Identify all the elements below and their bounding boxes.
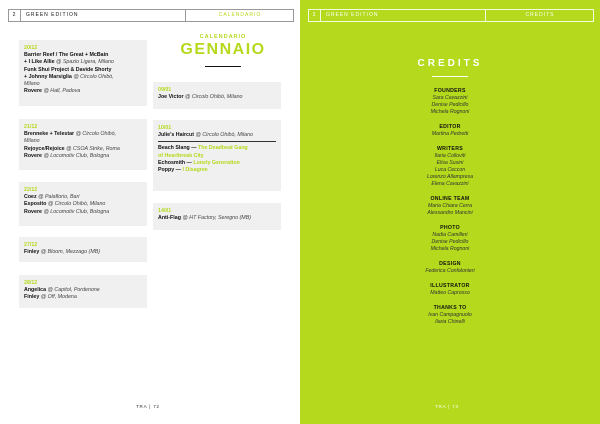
credits-rule: [432, 76, 468, 77]
event-artist: Rovere: [24, 88, 42, 95]
release-artist: Echosmith —: [158, 159, 194, 166]
event-venue: @ Circolo Ohibò, Milano: [183, 94, 243, 101]
page-number: 2: [9, 10, 21, 21]
credit-group: [300, 304, 600, 326]
edition-label: GREEN EDITION: [26, 12, 79, 18]
calendar-title: [153, 34, 293, 67]
event-artist: Joe Victor: [158, 94, 184, 101]
event-venue: @ Locomotiv Club, Bologna: [41, 152, 110, 159]
event-date: 27/12: [24, 242, 38, 248]
event-box: [19, 119, 147, 170]
month-title: GENNAIO: [180, 41, 266, 58]
credit-group: [300, 260, 600, 275]
title-rule: [205, 66, 241, 67]
event-venue: @ CSOA Strike, Roma: [64, 145, 120, 152]
credit-name: Nadia Camilleri: [432, 232, 468, 238]
event-venue: @ Circolo Ohibò,: [71, 73, 114, 80]
event-date: 20/12: [24, 45, 38, 51]
credit-heading: THANKS TO: [433, 305, 467, 311]
section-label: CALENDARIO: [185, 10, 294, 21]
event-venue: @ Palaflorio, Bari: [36, 194, 80, 201]
credit-heading: WRITERS: [436, 146, 464, 152]
folio-left: TRA | 72: [136, 404, 160, 409]
event-venue: @ Capitol, Pordenone: [46, 287, 100, 294]
event-artist: Funk Shui Project & Davide Shorty: [24, 66, 112, 73]
event-artist: Rejoyce/Rejoice: [24, 145, 65, 152]
credit-name: Matteo Caprosso: [430, 290, 470, 296]
credit-name: Federica Confalonieri: [425, 268, 475, 274]
credit-heading: ONLINE TEAM: [430, 196, 470, 202]
event-artist: Esposito: [24, 201, 47, 208]
credit-heading: FOUNDERS: [434, 88, 466, 94]
event-venue: @ Hall, Padova: [41, 88, 81, 95]
event-venue: @ Bloom, Mezzago (MB): [39, 249, 101, 256]
event-venue: @ HT Factory, Seregno (MB): [180, 215, 251, 222]
credit-name: Luca Ceccon: [434, 167, 466, 173]
event-venue: @ Off, Modena: [39, 294, 77, 301]
event-artist: Finley: [24, 249, 40, 256]
credit-name: Lorenzo Allampresa: [427, 174, 473, 180]
release-artist: Beach Slang —: [158, 145, 199, 152]
credit-name: Maria Chiara Cerra: [427, 203, 473, 209]
event-date: 14/01: [158, 208, 172, 214]
credit-group: [300, 282, 600, 297]
event-venue: Milano: [24, 138, 40, 145]
event-box: [19, 40, 147, 106]
event-box: [19, 237, 147, 262]
event-artist: Rovere: [24, 152, 42, 159]
credit-name: Alessandro Mancini: [427, 210, 473, 216]
divider: [158, 141, 276, 142]
event-box: [19, 182, 147, 226]
credit-name: Michela Rognoni: [430, 109, 470, 115]
credit-name: Denise Pedicillo: [431, 239, 469, 245]
event-venue: @ Spazio Ligera, Milano: [54, 59, 114, 66]
credit-name: Elena Cavazzini: [431, 181, 469, 187]
event-box: [153, 82, 281, 109]
credit-name: Denise Pedicillo: [431, 102, 469, 108]
credit-group: [300, 145, 600, 188]
credit-group: [300, 123, 600, 138]
event-venue: @ Locomotiv Club, Bologna: [41, 208, 110, 215]
credit-group: [300, 195, 600, 217]
release-title: Lonely Generation: [193, 159, 240, 166]
credit-name: Michela Rognoni: [430, 246, 470, 252]
event-venue: @ Circolo Ohibò,: [74, 131, 116, 138]
event-artist: Anti-Flag: [158, 215, 181, 222]
credit-heading: ILLUSTRATOR: [430, 283, 470, 289]
folio-right: TRA | 73: [435, 404, 459, 409]
credits-title: CREDITS: [417, 58, 483, 69]
credit-group: [300, 87, 600, 116]
section-label: CREDITS: [485, 10, 594, 21]
page-header-right: [308, 9, 594, 22]
event-venue: @ Circolo Ohibò, Milano: [194, 132, 253, 139]
event-artist: Finley: [24, 294, 40, 301]
event-venue: @ Circolo Ohibò, Milano: [46, 201, 106, 208]
credit-name: Ilaria Colloviti: [434, 153, 466, 159]
release-title: The Deadbeat Gang: [198, 145, 248, 152]
credit-name: Martina Pedretti: [431, 131, 469, 137]
event-box: [19, 275, 147, 308]
event-date: 28/12: [24, 280, 38, 286]
credits-list: [300, 87, 600, 333]
release-artist: Poppy —: [158, 167, 183, 174]
event-artist: Barrier Reef / The Great + McBain: [24, 52, 109, 59]
edition-label: GREEN EDITION: [326, 12, 379, 18]
event-date: 22/12: [24, 187, 38, 193]
event-artist: Rovere: [24, 208, 42, 215]
page-number: 3: [309, 10, 321, 21]
credit-name: Elisa Susini: [436, 160, 464, 166]
event-venue: Milano: [24, 81, 40, 88]
event-artist: Coez: [24, 194, 37, 201]
event-artist: + I Like Allie: [24, 59, 55, 66]
event-date: 09/01: [158, 87, 172, 93]
credit-name: Sara Cavazzini: [432, 95, 468, 101]
credit-heading: EDITOR: [439, 124, 461, 130]
event-artist: Julie's Haircut: [158, 132, 194, 139]
release-title: of Heartbreak City: [158, 152, 204, 159]
credit-name: Ivan Campagnuolo: [428, 312, 472, 318]
event-box: [153, 120, 281, 191]
calendar-label: CALENDARIO: [199, 34, 247, 40]
credit-name: Ilaria Chinelli: [435, 319, 465, 325]
release-title: I Disagree: [182, 167, 208, 174]
event-artist: + Johnny Marsiglia: [24, 73, 72, 80]
credit-heading: DESIGN: [439, 261, 461, 267]
event-date: 10/01: [158, 125, 172, 131]
event-artist: Angelica: [24, 287, 47, 294]
event-artist: Brenneke + Telestar: [24, 131, 75, 138]
event-date: 21/12: [24, 124, 38, 130]
page-header-left: [8, 9, 294, 22]
credit-heading: PHOTO: [440, 225, 460, 231]
credit-group: [300, 224, 600, 253]
event-box: [153, 203, 281, 230]
